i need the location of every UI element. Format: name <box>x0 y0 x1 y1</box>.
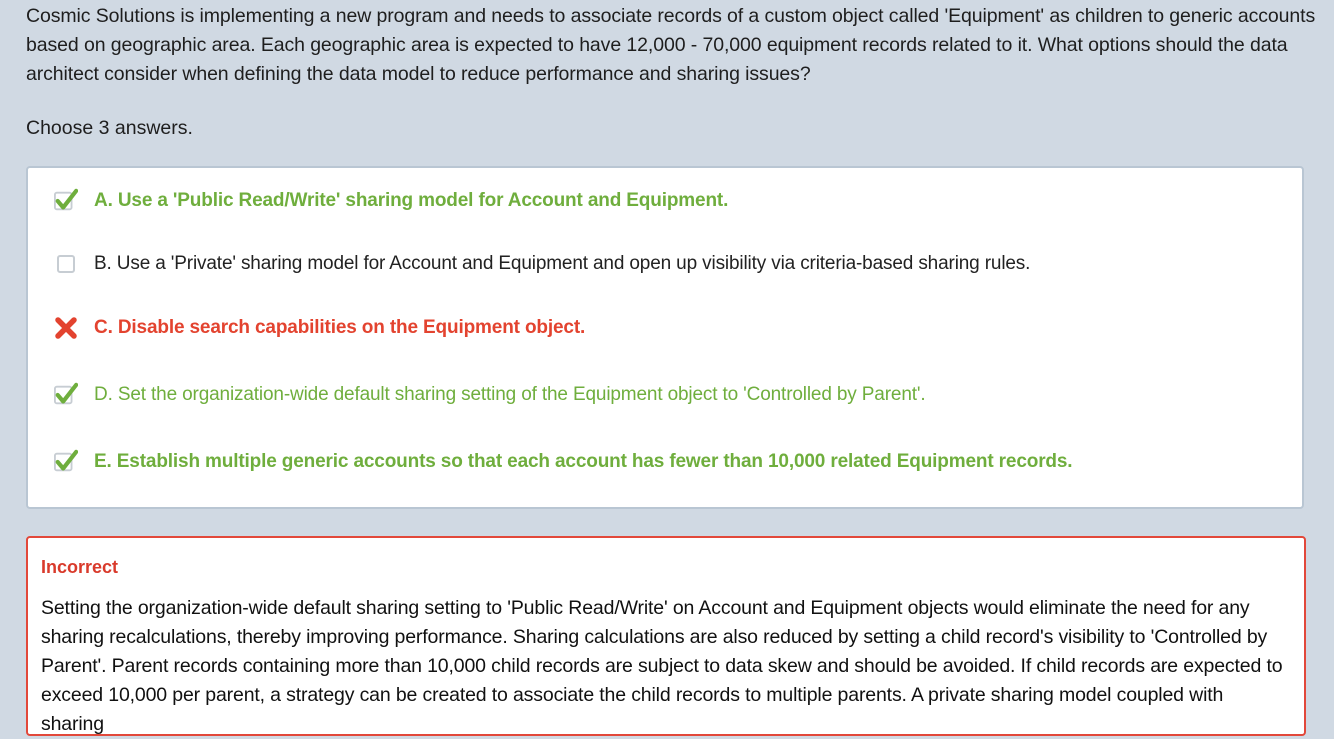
check-icon <box>54 383 78 407</box>
option-b[interactable] <box>54 248 1030 280</box>
option-d-label: D. Set the organization-wide default sharing setting of the Equipment object to 'Controlled by Parent'. <box>94 384 926 405</box>
question-text: Cosmic Solutions is implementing a new program and needs to associate records of a custom object called 'Equipment' as children to generic accounts based on geographic area. Each geographic area is expected to have 12,000 - 70,000 equipment records related to it. What options should the data architect consider when defining the data model to reduce performance and sharing issues? <box>26 5 1316 85</box>
checkbox-empty[interactable] <box>54 252 78 276</box>
answer-options-card <box>26 166 1304 509</box>
option-b-label: B. Use a 'Private' sharing model for Account and Equipment and open up visibility via criteria-based sharing rules. <box>94 253 1031 274</box>
feedback-panel <box>26 536 1306 736</box>
feedback-status: Incorrect <box>41 557 119 577</box>
option-c-label: C. Disable search capabilities on the Equipment object. <box>94 317 586 338</box>
option-a[interactable] <box>54 185 728 217</box>
option-d[interactable] <box>54 379 925 411</box>
check-icon <box>54 450 78 474</box>
option-e-label: E. Establish multiple generic accounts so that each account has fewer than 10,000 related Equipment records. <box>94 451 1073 472</box>
option-a-label: A. Use a 'Public Read/Write' sharing model for Account and Equipment. <box>94 190 729 211</box>
answer-instruction: Choose 3 answers. <box>26 117 193 139</box>
feedback-explanation: Setting the organization-wide default sharing setting to 'Public Read/Write' on Account and Equipment objects would eliminate the need for any sharing recalculations, thereby improving performance. Sharing calculations are also reduced by setting a child record's visibility to 'Controlled by Parent'. Parent records containing more than 10,000 child records are subject to data skew and should be avoided. If child records are expected to exceed 10,000 per parent, a strategy can be created to associate the child records to multiple parents. A private sharing model coupled with sharing <box>41 597 1283 735</box>
option-c[interactable] <box>54 312 585 344</box>
option-e[interactable] <box>54 446 1072 478</box>
check-icon <box>54 189 78 213</box>
cross-icon <box>54 316 78 340</box>
